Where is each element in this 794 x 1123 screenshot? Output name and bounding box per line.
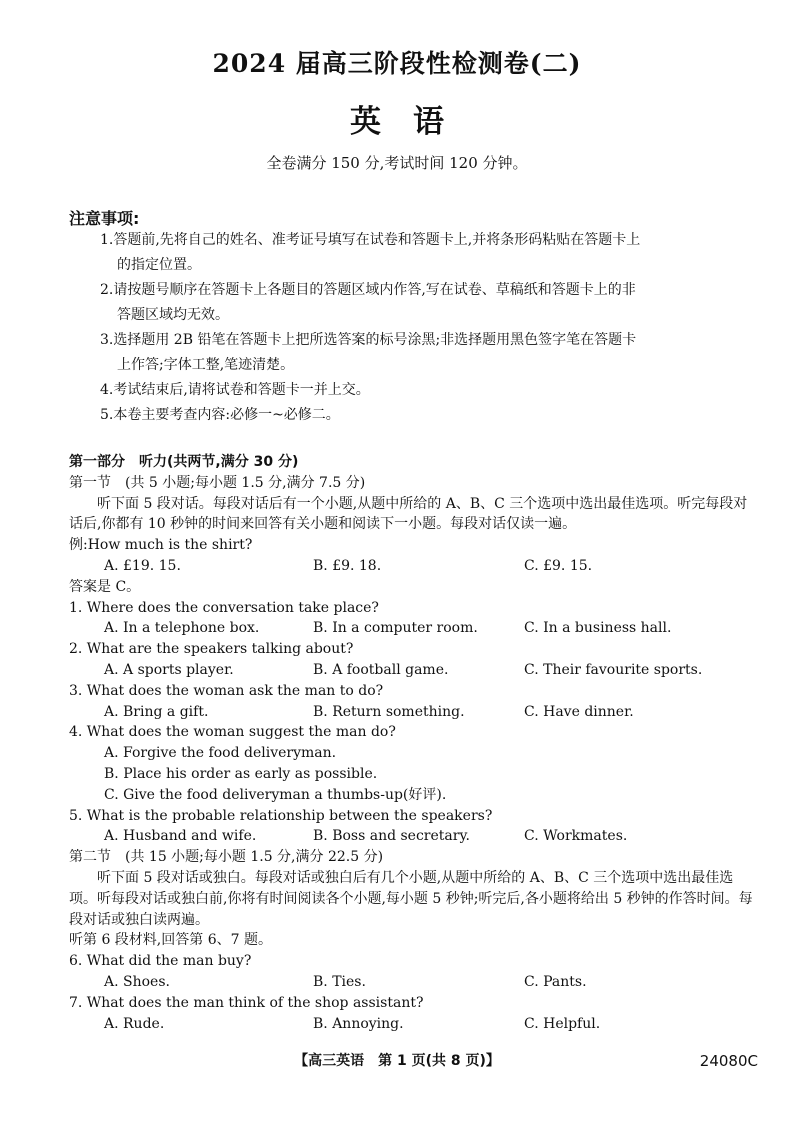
option-b: B. A football game.: [313, 661, 449, 678]
option-c: C. Give the food deliveryman a thumbs-up(好评).: [104, 786, 447, 803]
question-2-options: [69, 660, 759, 681]
option-b: B. In a computer room.: [313, 620, 478, 637]
notes-heading: 注意事项:: [69, 209, 140, 228]
note-text: 3.选择题用 2B 铅笔在答题卡上把所选答案的标号涂黑;非选择题用黑色签字笔在答题卡: [100, 332, 637, 348]
note-text: 2.请按题号顺序在答题卡上各题目的答题区域内作答,写在试卷、草稿纸和答题卡上的非: [100, 282, 636, 298]
question-3-options: [69, 702, 759, 723]
question-7: 7. What does the man think of the shop assistant?: [69, 994, 424, 1011]
exam-code: 24080C: [699, 1052, 758, 1070]
question-1-options: [69, 618, 759, 639]
note-item: [100, 378, 760, 403]
question-1: 1. Where does the conversation take place?: [69, 599, 379, 616]
note-text: 1.答题前,先将自己的姓名、准考证号填写在试卷和答题卡上,并将条形码粘贴在答题卡上: [100, 232, 641, 248]
question-5-options: [69, 826, 759, 847]
section1-instructions: 听下面 5 段对话。每段对话后有一个小题,从题中所给的 A、B、C 三个选项中选出最佳选项。听完每段对话后,你都有 10 秒钟的时间来回答有关小题和阅读下一小题。每段对话仅读一遍。: [69, 495, 748, 533]
option-c: C. In a business hall.: [524, 620, 672, 637]
section1-heading: 第一节 (共 5 小题;每小题 1.5 分,满分 7.5 分): [69, 474, 366, 491]
listening-section: [69, 452, 759, 1034]
example-answer: 答案是 C。: [69, 578, 141, 595]
part-heading: 第一部分 听力(共两节,满分 30 分): [69, 454, 299, 470]
subject-title: 英语: [350, 104, 476, 140]
option-b: B. £9. 18.: [313, 557, 382, 574]
question-5: 5. What is the probable relationship between the speakers?: [69, 807, 493, 824]
option-a: A. Rude.: [104, 1015, 165, 1032]
option-c: C. Workmates.: [524, 828, 628, 845]
section2-instructions: 听下面 5 段对话或独白。每段对话或独白后有几个小题,从题中所给的 A、B、C 三个选项中选出最佳选项。听每段对话或独白前,你将有时间阅读各个小题,每小题 5 秒钟;听完后,各小题将给出 5 秒钟的作答时间。每段对话或独白读两遍。: [69, 869, 753, 928]
example-options: [69, 556, 759, 577]
note-item: [100, 228, 760, 278]
note-text: 4.考试结束后,请将试卷和答题卡一并上交。: [100, 382, 370, 398]
question-7-options: [69, 1014, 759, 1035]
section2-heading: 第二节 (共 15 小题;每小题 1.5 分,满分 22.5 分): [69, 849, 384, 866]
question-3: 3. What does the woman ask the man to do?: [69, 682, 384, 699]
question-6-options: [69, 972, 759, 993]
option-c: C. Pants.: [524, 973, 587, 990]
option-a: A. In a telephone box.: [104, 620, 260, 637]
option-a: A. Bring a gift.: [104, 703, 209, 720]
option-b: B. Place his order as early as possible.: [104, 765, 378, 782]
notes-list: [100, 228, 760, 428]
option-b: B. Return something.: [313, 703, 465, 720]
note-item: [100, 278, 760, 328]
option-c: C. Have dinner.: [524, 703, 634, 720]
page-footer: 【高三英语 第 1 页(共 8 页)】: [294, 1053, 500, 1069]
exam-title: 2024 届高三阶段性检测卷(二): [212, 49, 582, 78]
question-2: 2. What are the speakers talking about?: [69, 641, 354, 658]
option-a: A. £19. 15.: [104, 557, 181, 574]
option-a: A. A sports player.: [104, 661, 234, 678]
option-a: A. Husband and wife.: [104, 828, 257, 845]
note-text: 5.本卷主要考查内容:必修一~必修二。: [100, 407, 340, 423]
note-text-cont: 答题区域均无效。: [117, 307, 229, 323]
option-c: C. Their favourite sports.: [524, 661, 703, 678]
note-text-cont: 的指定位置。: [117, 257, 201, 273]
note-item: [100, 328, 760, 378]
question-6: 6. What did the man buy?: [69, 953, 252, 970]
option-c: C. Helpful.: [524, 1015, 601, 1032]
option-b: B. Annoying.: [313, 1015, 404, 1032]
exam-meta: 全卷满分 150 分,考试时间 120 分钟。: [266, 154, 528, 172]
material-6-instruction: 听第 6 段材料,回答第 6、7 题。: [69, 932, 272, 949]
option-c: C. £9. 15.: [524, 557, 593, 574]
option-a: A. Forgive the food deliveryman.: [104, 745, 337, 762]
note-text-cont: 上作答;字体工整,笔迹清楚。: [117, 357, 295, 373]
example-question: 例:How much is the shirt?: [69, 537, 253, 554]
option-b: B. Ties.: [313, 973, 366, 990]
note-item: [100, 403, 760, 428]
option-b: B. Boss and secretary.: [313, 828, 470, 845]
option-a: A. Shoes.: [104, 973, 170, 990]
question-4: 4. What does the woman suggest the man do?: [69, 724, 396, 741]
